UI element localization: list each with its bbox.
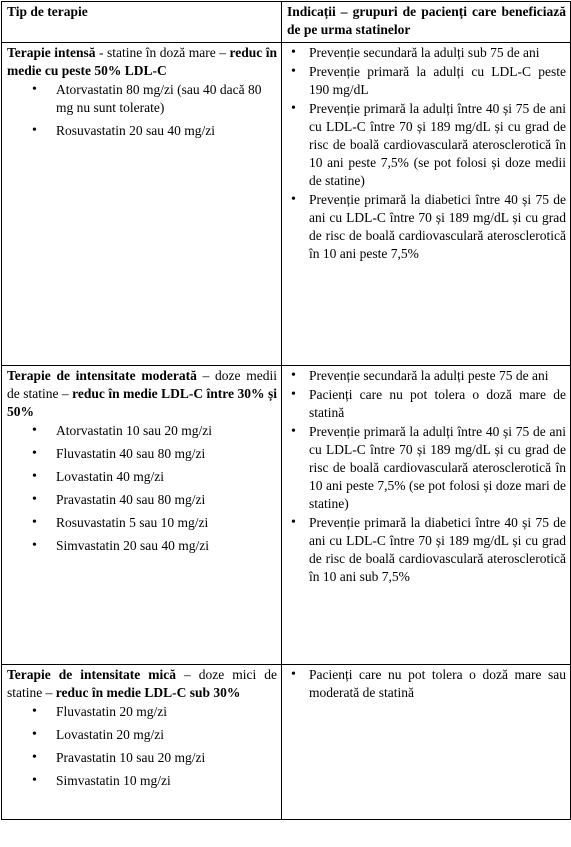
indication-list <box>287 367 566 586</box>
table-row <box>2 366 571 665</box>
indication-item: • Pacienți care nu pot tolera o doză mare sau moderată de statină <box>287 666 566 702</box>
header-therapy-type: Tip de terapie <box>2 2 282 43</box>
indication-list <box>287 44 566 263</box>
indication-item: • Prevenție secundară la adulți sub 75 de ani <box>287 44 566 62</box>
drug-list <box>7 81 277 140</box>
indications-cell <box>282 665 571 820</box>
drug-item: • Lovastatin 20 mg/zi <box>7 726 277 744</box>
indication-item: • Prevenție secundară la adulți peste 75 de ani <box>287 367 566 385</box>
indication-item: • Prevenție primară la adulți între 40 și 75 de ani cu LDL-C între 70 și 189 mg/dL și cu grad de risc de boală cardiovasculară aterosclerotică în 10 ani peste 7,5% (se pot folosi și doze medii de statine) <box>287 100 566 190</box>
drug-item: • Atorvastatin 10 sau 20 mg/zi <box>7 422 277 440</box>
indications-cell <box>282 366 571 665</box>
drug-item: • Atorvastatin 80 mg/zi (sau 40 dacă 80 mg nu sunt tolerate) <box>7 81 277 117</box>
table-row <box>2 665 571 820</box>
indications-cell <box>282 43 571 366</box>
therapy-description <box>7 44 277 80</box>
drug-item: • Pravastatin 40 sau 80 mg/zi <box>7 491 277 509</box>
therapy-cell <box>2 43 282 366</box>
drug-item: • Simvastatin 10 mg/zi <box>7 772 277 790</box>
statin-therapy-document <box>0 1 571 847</box>
therapy-dose-note: - statine în doză mare – <box>95 45 230 60</box>
therapy-cell <box>2 366 282 665</box>
indication-item: • Pacienți care nu pot tolera o doză mare de statină <box>287 386 566 422</box>
table-row <box>2 43 571 366</box>
indication-list <box>287 666 566 702</box>
therapy-cell <box>2 665 282 820</box>
therapy-effect: reduc în medie LDL-C sub 30% <box>55 685 241 700</box>
drug-item: • Rosuvastatin 20 sau 40 mg/zi <box>7 122 277 140</box>
therapy-effect: reduc în medie LDL-C între 30% și 50% <box>7 386 277 419</box>
therapy-effect: reduc în medie cu peste 50% LDL-C <box>7 45 277 78</box>
therapy-dose-note: – doze mici de statine – <box>7 667 277 700</box>
table-header-row <box>2 2 571 43</box>
drug-item: • Fluvastatin 20 mg/zi <box>7 703 277 721</box>
therapy-description <box>7 367 277 421</box>
indication-item: • Prevenție primară la adulți cu LDL-C peste 190 mg/dL <box>287 63 566 99</box>
indication-item: • Prevenție primară la diabetici între 40 și 75 de ani cu LDL-C între 70 și 189 mg/dL și cu grad de risc de boală cardiovasculară aterosclerotică în 10 ani sub 7,5% <box>287 514 566 586</box>
indication-item: • Prevenție primară la diabetici între 40 și 75 de ani cu LDL-C între 70 și 189 mg/dL și cu grad de risc de boală cardiovasculară aterosclerotică în 10 ani peste 7,5% <box>287 191 566 263</box>
therapy-name: Terapie de intensitate moderată <box>7 368 197 383</box>
therapy-name: Terapie intensă <box>7 45 96 60</box>
statin-therapy-table <box>1 1 571 820</box>
drug-item: • Pravastatin 10 sau 20 mg/zi <box>7 749 277 767</box>
drug-list <box>7 422 277 555</box>
therapy-name: Terapie de intensitate mică <box>7 667 176 682</box>
drug-item: • Fluvastatin 40 sau 80 mg/zi <box>7 445 277 463</box>
indication-item: • Prevenție primară la adulți între 40 și 75 de ani cu LDL-C între 70 și 189 mg/dL și cu grad de risc de boală cardiovasculară aterosclerotică în 10 ani peste 7,5% (se pot folosi și doze mari de statine) <box>287 423 566 513</box>
drug-item: • Simvastatin 20 sau 40 mg/zi <box>7 537 277 555</box>
drug-item: • Rosuvastatin 5 sau 10 mg/zi <box>7 514 277 532</box>
drug-list <box>7 703 277 790</box>
therapy-dose-note: – doze medii de statine – <box>7 368 277 401</box>
drug-item: • Lovastatin 40 mg/zi <box>7 468 277 486</box>
header-indications: Indicații – grupuri de pacienți care beneficiază de pe urma statinelor <box>282 2 571 43</box>
therapy-description <box>7 666 277 702</box>
